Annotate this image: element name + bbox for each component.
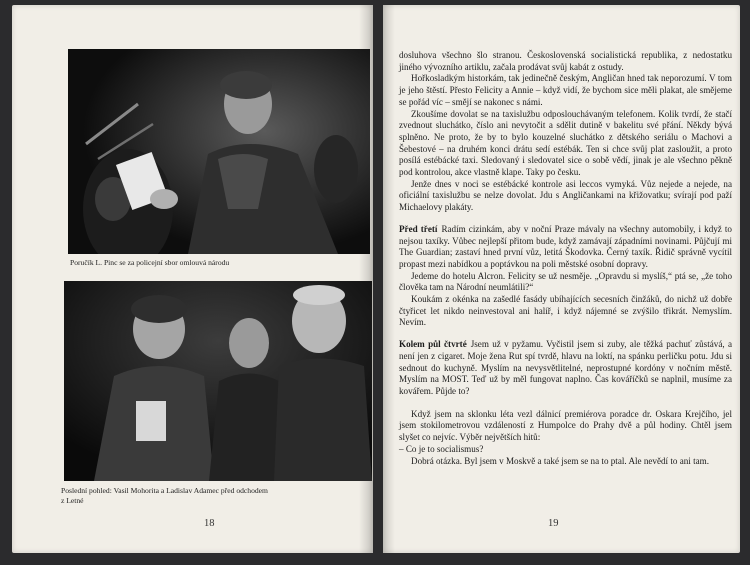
photo-speaker-with-microphone (68, 49, 370, 254)
section-heading: Kolem půl čtvrté (399, 339, 467, 350)
section-heading: Před třetí (399, 223, 438, 234)
paragraph: Zkoušíme dovolat se na taxislužbu odposlouchávaným telefonem. Kolik tvrdí, že stačí zvednout sluchátko, číslo ani nevytočit a sdělit dutině v bakelitu své přání. Někdy bývá splněno. Ne proto, že by to bylo kouzelné sluchátko z dětského seriálu o Machovi a Šebestové – na druhém konci drátu sedí estébák. Ten si chce svůj plat zasloužit, a proto posílá estébácké taxi. Sledovaný i sledovatel sice o sobě vědí, jinak je ale všechno pěkně pod kontrolou, akce vlastně klape. Taky po česku. (399, 108, 732, 178)
section-text: Jsem už v pyžamu. Vyčistil jsem si zuby, ale těžká pachuť zůstává, a není jen z cigaret. Moje žena Rut spí tvrdě, hlavu na loktí, na spánku perličku potu. Jdu si sednout do kuchyně. Myslím na nevysvětlitelné, neprostupné kordóny v nočním městě. Myslím na MOST. Teď už by měl fungovat naplno. Čas kováříčků se naplnil, musíme za kovářem. Půjde to? (399, 339, 732, 396)
paragraph: Jedeme do hotelu Alcron. Felicity se už nesměje. „Opravdu si myslíš,“ ptá se, „že toho člověka tam na Národní neumlátili?“ (399, 270, 732, 293)
section-paragraph (399, 339, 732, 398)
page-number-right: 19 (548, 518, 559, 529)
paragraph: Koukám z okénka na zašedlé fasády ubíhajících secesních činžáků, do nichž už dobře čtyřicet let nikdo neinvestoval ani halíř, i když nájemné se zvýšilo třikrát. Nemyslím. Nevím. (399, 294, 732, 328)
paragraph: Když jsem na sklonku léta vezl dálnicí premiérova poradce dr. Oskara Krejčího, jel jsem stokilometrovou vzdáleností z Humpolce do Prahy dvě a půl hodiny. Chtěl jsem slyšet co nejvíc. Výběr největších hitů: (399, 408, 732, 443)
paragraph: Jenže dnes v noci se estébácké kontrole asi leccos vymyká. Vůz nejede a nejede, na oficiální taxislužbu se nelze dovolat. Jdu s Angličankami na křižovatku; svírají pod paží Michaelovy plakáty. (399, 178, 732, 213)
paragraph: – Co je to socialismus? (399, 443, 484, 454)
paragraph: Hořkosladkým historkám, tak jedinečně českým, Angličan hned tak neporozumí. V tom je jeho štěstí. Přesto Felicity a Annie – když vidí, že bychom sice měli plakat, ale smějeme se pořád víc – smějí se nakonec s námi. (399, 73, 732, 107)
page-number-left: 18 (204, 518, 215, 529)
paragraph: dosluhova všechno šlo stranou. Československá socialistická republika, z nedostatku jiného vývozního artiklu, začala prodávat svůj kabát z ostudy. (399, 50, 732, 72)
gutter-shadow (383, 5, 395, 553)
paragraph: Dobrá otázka. Byl jsem v Moskvě a také jsem se na to ptal. Ale nevědí to ani tam. (411, 455, 709, 466)
photo-caption-2: Poslední pohled: Vasil Mohorita a Ladislav Adamec před odchodem z Letné (61, 486, 268, 505)
photo-politicians-night (64, 281, 372, 481)
body-text (399, 50, 732, 467)
section-text: Radím cizinkám, aby v noční Praze mávaly na všechny automobily, i když to nejsou taxíky. Vůbec nejlepší přitom bude, když zamávají západními novinami. Půjčují mi The Guardian; zastaví hned první vůz, letitá Škodovka. Černý taxík. Řidič správně vycítil propast mezi nabídkou a poptávkou na poli městské osobní dopravy. (399, 223, 732, 269)
right-page (383, 5, 740, 553)
left-page (12, 5, 373, 553)
section-paragraph (399, 224, 732, 271)
photo-caption-1: Poručík L. Pinc se za policejní sbor omlouvá národu (70, 258, 230, 267)
